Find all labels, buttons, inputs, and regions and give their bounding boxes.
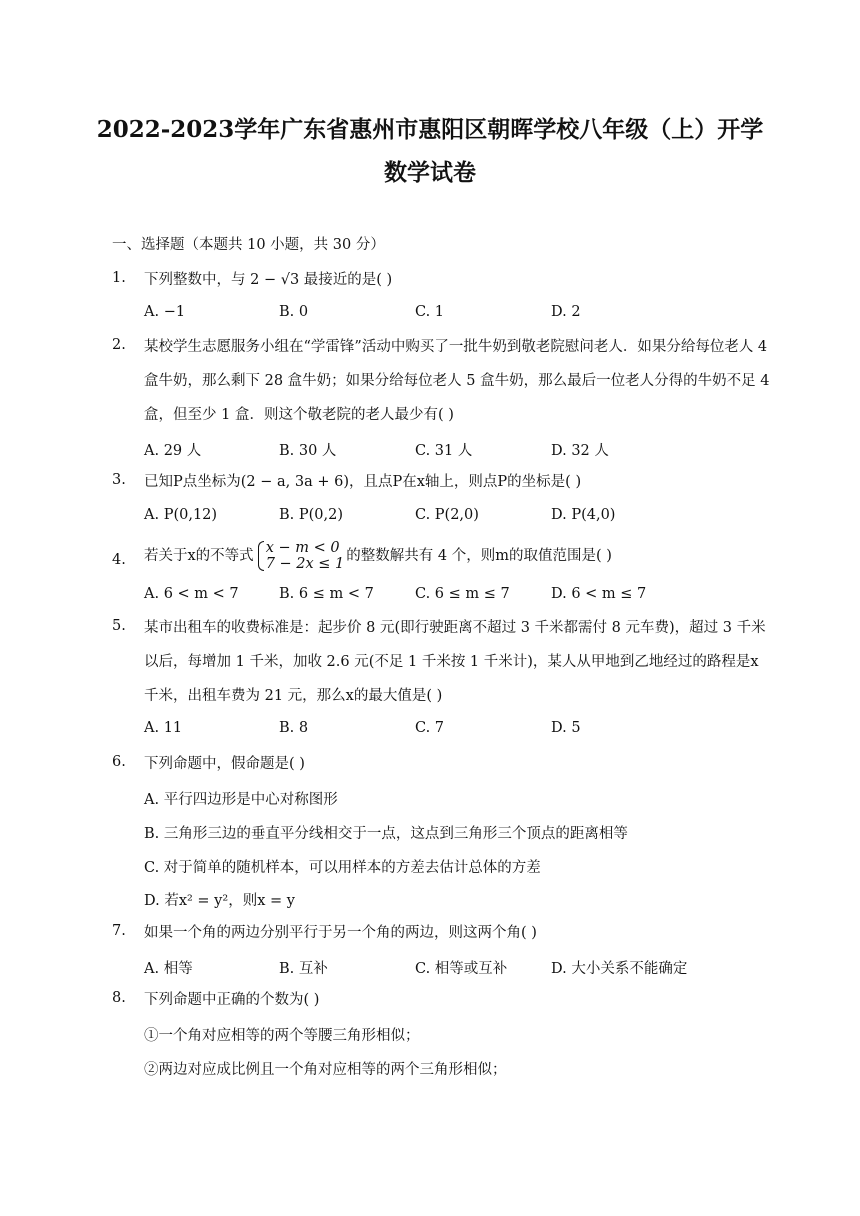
question-2 [112, 337, 772, 439]
question-number: 2. [112, 337, 126, 353]
option-a: A. P(0,12) [144, 507, 218, 523]
option-d: D. 大小关系不能确定 [551, 961, 688, 977]
inequality-2: 7 − 2x ≤ 1 [265, 556, 345, 572]
option-d: D. 6 < m ≤ 7 [551, 586, 647, 602]
question-number: 4. [112, 552, 126, 568]
question-text-after: 的整数解共有 4 个，则m的取值范围是( ) [346, 548, 612, 564]
exam-title-line2: 数学试卷 [384, 159, 476, 186]
option-b: B. P(0,2) [279, 507, 344, 523]
question-text: 下列整数中，与 2 − √3 最接近的是( ) [144, 272, 393, 288]
question-6-option-a: A. 平行四边形是中心对称图形 [144, 792, 338, 808]
option-a: A. 11 [144, 720, 183, 736]
statement-1: ①一个角对应相等的两个等腰三角形相似； [144, 1028, 420, 1044]
question-number: 5. [112, 618, 126, 634]
question-text: 已知P点坐标为(2 − a, 3a + 6)，且点P在x轴上，则点P的坐标是( ) [144, 474, 582, 490]
option-c: C. 相等或互补 [415, 961, 508, 977]
option-a: A. 6 < m < 7 [144, 586, 239, 602]
option-b: B. 0 [279, 304, 309, 320]
question-8 [112, 990, 772, 1014]
option-d: D. 2 [551, 304, 581, 320]
question-text: 下列命题中，假命题是( ) [144, 756, 305, 772]
question-5-options [144, 720, 784, 742]
question-number: 1. [112, 270, 126, 286]
inequality-system [256, 540, 345, 572]
question-number: 3. [112, 472, 126, 488]
section-heading: 一、选择题（本题共 10 小题，共 30 分） [112, 237, 385, 253]
question-number: 8. [112, 990, 126, 1006]
question-1-options [144, 304, 784, 326]
question-6-option-b: B. 三角形三边的垂直平分线相交于一点，这点到三角形三个顶点的距离相等 [144, 826, 628, 842]
question-number: 6. [112, 754, 126, 770]
question-6-option-d: D. 若x² = y²，则x = y [144, 893, 295, 909]
question-text [144, 540, 772, 572]
question-1 [112, 270, 772, 304]
inequality-1: x − m < 0 [265, 540, 340, 556]
option-a: A. 29 人 [144, 443, 202, 459]
question-7-options [144, 957, 784, 979]
option-d: D. 32 人 [551, 443, 609, 459]
option-c: C. 6 ≤ m ≤ 7 [415, 586, 510, 602]
option-c: C. 1 [415, 304, 445, 320]
question-6-option-c: C. 对于简单的随机样本，可以用样本的方差去估计总体的方差 [144, 860, 541, 876]
exam-title-line1: 2022-2023学年广东省惠州市惠阳区朝晖学校八年级（上）开学 [96, 116, 764, 143]
question-7 [112, 923, 772, 947]
option-d: D. 5 [551, 720, 581, 736]
option-b: B. 8 [279, 720, 309, 736]
question-4 [112, 540, 772, 580]
question-text: 如果一个角的两边分别平行于另一个角的两边，则这两个角( ) [144, 925, 537, 941]
option-b: B. 30 人 [279, 443, 337, 459]
option-a: A. −1 [144, 304, 186, 320]
question-text: 某校学生志愿服务小组在“学雷锋”活动中购买了一批牛奶到敬老院慰问老人．如果分给每位老人 4 盒牛奶，那么剩下 28 盒牛奶；如果分给每位老人 5 盒牛奶，那么最后一位老人分得的牛奶不足 4 盒，但至少 1 盒．则这个敬老院的老人最少有( ) [144, 339, 770, 423]
option-c: C. P(2,0) [415, 507, 479, 523]
question-3 [112, 472, 772, 496]
statement-2: ②两边对应成比例且一个角对应相等的两个三角形相似； [144, 1062, 507, 1078]
question-number: 7. [112, 923, 126, 939]
question-5 [112, 618, 772, 720]
question-4-options [144, 586, 784, 608]
option-c: C. 7 [415, 720, 445, 736]
option-a: A. 相等 [144, 961, 193, 977]
question-2-options [144, 439, 784, 461]
question-6 [112, 754, 772, 778]
question-text-before: 若关于x的不等式 [144, 548, 254, 564]
option-c: C. 31 人 [415, 443, 473, 459]
question-3-options [144, 507, 784, 529]
question-text: 下列命题中正确的个数为( ) [144, 992, 320, 1008]
question-text: 某市出租车的收费标准是：起步价 8 元(即行驶距离不超过 3 千米都需付 8 元车费)，超过 3 千米以后，每增加 1 千米，加收 2.6 元(不足 1 千米按 1 千米计)，某人从甲地到乙地经过的路程是x千米，出租车费为 21 元，那么x的最大值是( ) [144, 620, 766, 704]
option-b: B. 互补 [279, 961, 328, 977]
option-d: D. P(4,0) [551, 507, 616, 523]
option-b: B. 6 ≤ m < 7 [279, 586, 374, 602]
